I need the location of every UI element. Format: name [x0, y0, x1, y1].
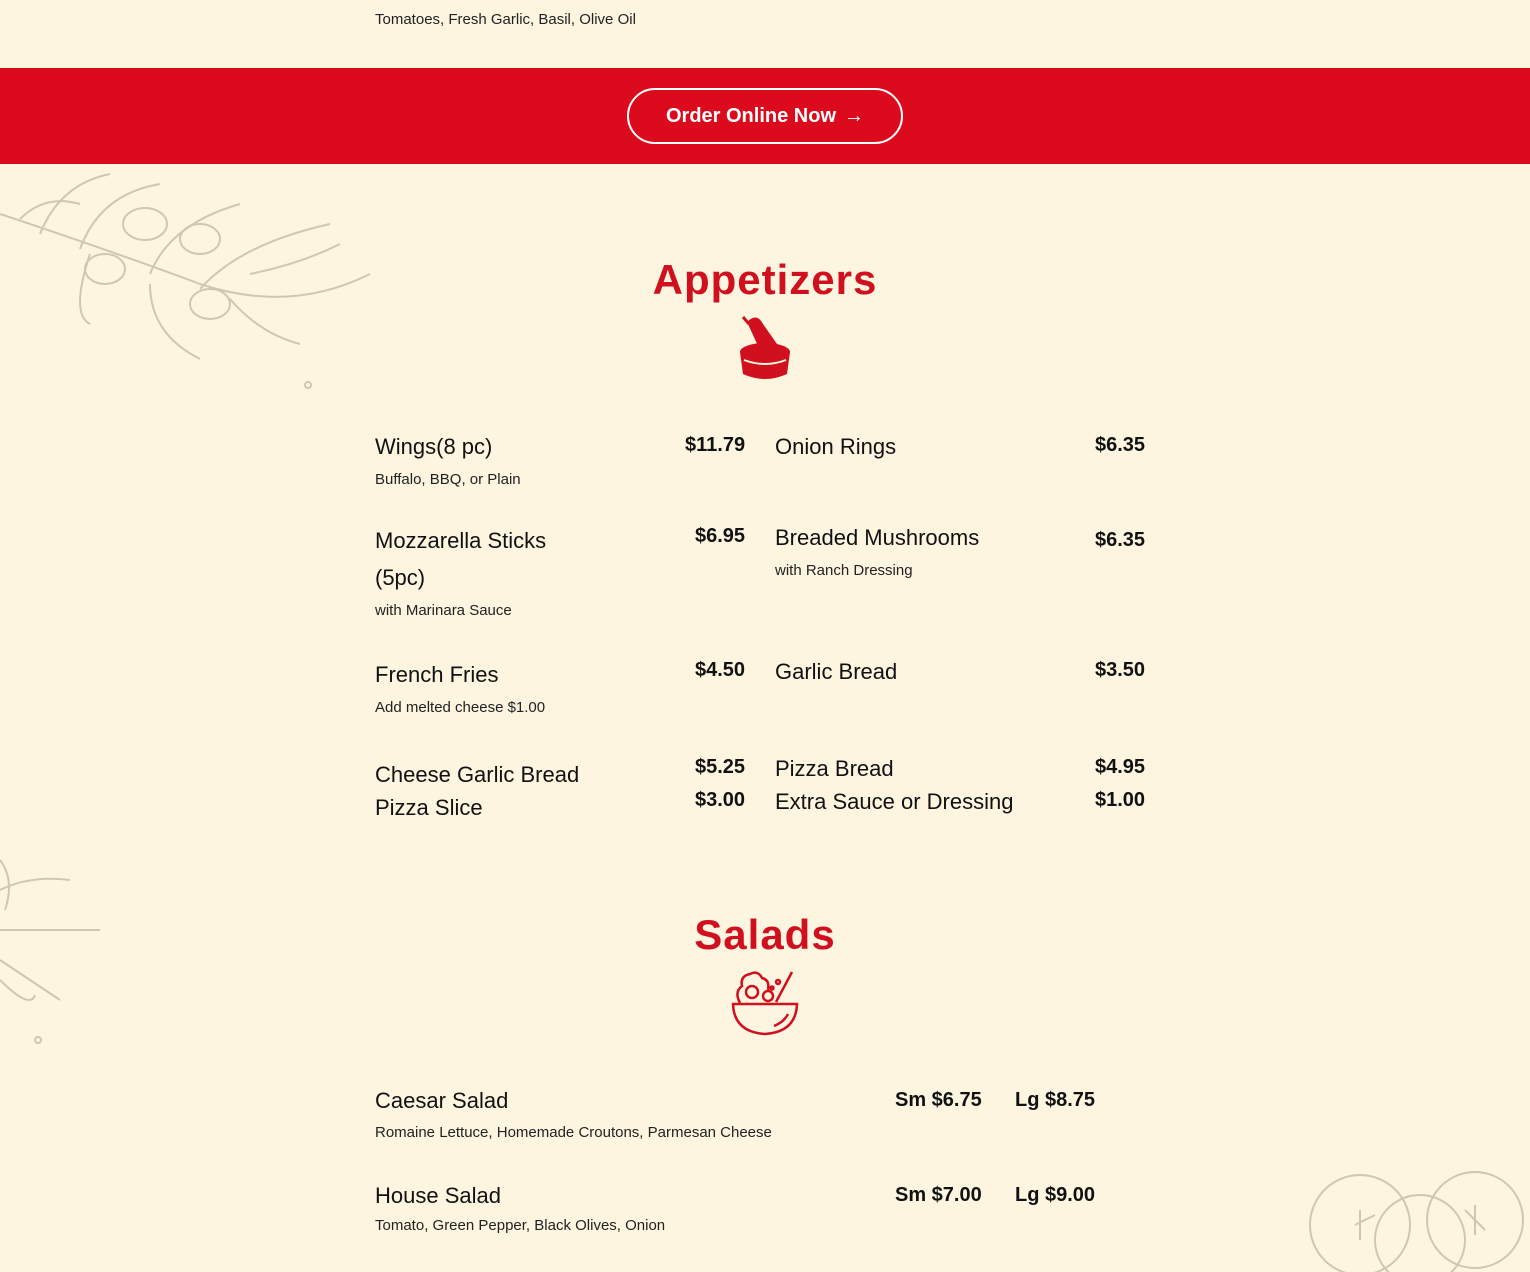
item-desc: with Marinara Sauce — [375, 602, 512, 619]
item-price: $6.35 — [1095, 434, 1146, 456]
item-price: $5.25 — [695, 756, 746, 778]
salads-title: Salads — [694, 911, 836, 958]
item-name: Breaded Mushrooms — [775, 525, 980, 550]
item-name: Extra Sauce or Dressing — [775, 789, 1014, 814]
arrow-right-icon: → — [844, 104, 865, 127]
item-name: Mozzarella Sticks — [375, 528, 547, 553]
item-desc: Buffalo, BBQ, or Plain — [375, 471, 521, 488]
item-name: Onion Rings — [775, 434, 897, 459]
order-online-button[interactable] — [627, 88, 903, 144]
item-desc: Add melted cheese $1.00 — [375, 699, 546, 716]
salad-price-small: Sm $7.00 — [895, 1184, 982, 1206]
order-online-label: Order Online Now — [665, 104, 837, 127]
item-price: $4.50 — [695, 659, 746, 681]
item-price: $11.79 — [685, 434, 746, 456]
salad-price-large: Lg $8.75 — [1015, 1089, 1096, 1111]
menu-item[interactable] — [775, 519, 1147, 579]
item-desc: with Ranch Dressing — [775, 562, 913, 579]
item-name: Pizza Slice — [375, 795, 483, 820]
salad-name: House Salad — [375, 1183, 501, 1208]
item-price: $6.35 — [1095, 529, 1146, 551]
prev-item-description: Tomatoes, Fresh Garlic, Basil, Olive Oil — [375, 11, 636, 28]
appetizers-title: Appetizers — [652, 256, 878, 303]
salad-price-large: Lg $9.00 — [1015, 1184, 1096, 1206]
chili-sauce-icon — [735, 312, 795, 382]
item-price: $1.00 — [1095, 789, 1146, 811]
item-price: $6.95 — [695, 525, 746, 547]
item-price: $3.50 — [1095, 659, 1146, 681]
item-name: Wings(8 pc) — [375, 434, 493, 459]
salad-bowl-icon — [730, 968, 800, 1038]
salad-desc: Tomato, Green Pepper, Black Olives, Onion — [375, 1217, 666, 1234]
menu-item[interactable] — [775, 653, 1147, 690]
item-name: Pizza Bread — [775, 756, 894, 781]
menu-item[interactable] — [375, 791, 747, 824]
menu-item[interactable] — [775, 428, 1147, 465]
menu-item[interactable] — [375, 656, 747, 716]
menu-item[interactable] — [375, 522, 747, 619]
menu-item[interactable] — [775, 752, 1147, 785]
salad-name: Caesar Salad — [375, 1088, 509, 1113]
menu-item[interactable] — [375, 758, 747, 791]
salad-price-small: Sm $6.75 — [895, 1089, 982, 1111]
item-name: Cheese Garlic Bread — [375, 762, 580, 787]
order-banner — [0, 68, 1530, 164]
menu-item[interactable] — [775, 785, 1147, 818]
item-name: Garlic Bread — [775, 659, 898, 684]
salad-desc: Romaine Lettuce, Homemade Croutons, Parmesan Cheese — [375, 1124, 772, 1141]
tomato-slices-icon — [1300, 1165, 1530, 1272]
item-price: $3.00 — [695, 789, 746, 811]
item-name: French Fries — [375, 662, 499, 687]
item-price: $4.95 — [1095, 756, 1146, 778]
item-name-line2: (5pc) — [375, 565, 426, 590]
